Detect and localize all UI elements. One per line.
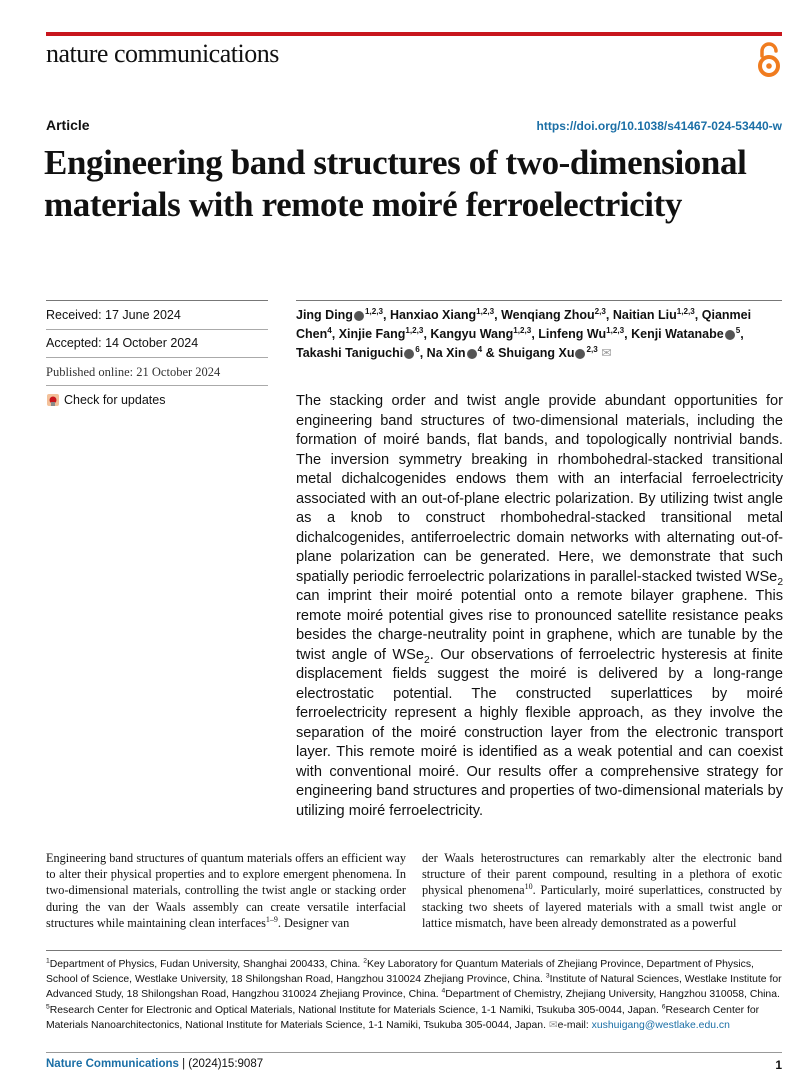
author-affiliation: 5 <box>735 325 741 335</box>
orcid-icon[interactable] <box>404 349 414 359</box>
author-name[interactable]: Jing Ding <box>296 308 353 322</box>
author-affiliation: 4 <box>477 344 483 354</box>
orcid-icon[interactable] <box>354 311 364 321</box>
accepted-date: Accepted: 14 October 2024 <box>46 336 199 350</box>
author-affiliation: 1,2,3 <box>405 325 424 335</box>
author-separator: , <box>740 327 744 341</box>
orcid-icon[interactable] <box>725 330 735 340</box>
author-name[interactable]: Hanxiao Xiang <box>389 308 477 322</box>
author-separator: , <box>331 327 339 341</box>
journal-name[interactable]: nature communications <box>46 39 279 68</box>
check-for-updates-button[interactable] <box>46 393 165 407</box>
author-affiliation: 1,2,3 <box>606 325 625 335</box>
email-link[interactable]: xushuigang@westlake.edu.cn <box>591 1019 730 1031</box>
author-name[interactable]: Naitian Liu <box>612 308 677 322</box>
author-name[interactable]: Na Xin <box>426 346 466 360</box>
author-name[interactable]: Linfeng Wu <box>538 327 607 341</box>
footer-citation: Nature Communications | (2024)15:9087 <box>46 1058 264 1070</box>
author-list <box>296 306 782 363</box>
author-name[interactable]: Kenji Watanabe <box>631 327 724 341</box>
page-number: 1 <box>775 1058 782 1072</box>
author-name[interactable]: Shuigang Xu <box>498 346 575 360</box>
author-affiliation: 4 <box>327 325 332 335</box>
author-name[interactable]: Takashi Taniguchi <box>296 346 404 360</box>
divider <box>46 329 268 330</box>
divider <box>46 950 782 951</box>
affiliations: $^1$Department of Physics, Fudan University, Shanghai 200433, China. $^2$Key Laboratory for Quantum Materials of Zhejiang Province, Department of Physics, School of Science, Westlake University, 18 Shilongshan Road, Hangzhou 310024 Zhejiang Province, China. $^3$Institute of Natural Sciences, Westlake Institute for Advanced Study, 18 Shilongshan Road, Hangzhou 310024 Zhejiang Province, China. $^4$Department of Chemistry, Zhejiang University, Hangzhou 310058, China. $^5$Research Center for Electronic and Optical Materials, National Institute for Materials Science, 1-1 Namiki, Tsukuba 305-0044, Japan. $^6$Research Center for Materials Nanoarchitectonics, National Institute for Materials Science, 1-1 Namiki, Tsukuba 305-0044, Japan. ✉e-mail: xushuigang@westlake.edu.cn <box>46 957 782 1031</box>
email-icon: ✉ <box>548 1019 558 1031</box>
published-date: Published online: 21 October 2024 <box>46 365 221 379</box>
author-separator: , <box>624 327 632 341</box>
paper-title: Engineering band structures of two-dimensional materials with remote moiré ferroelectricity <box>44 143 747 224</box>
check-updates-icon <box>46 393 60 407</box>
author-affiliation: 2,3 <box>594 306 606 316</box>
abstract: The stacking order and twist angle provide abundant opportunities for engineering band structures of two-dimensional materials, including the formation of moiré bands, flat bands, and topologically nontrivial bands. The inversion symmetry breaking in rhombohedral-stacked transitional metal dichalcogenides endows them with an interfacial ferroelectricity associated with an out-of-plane electric polarization. By utilizing twist angle as a knob to construct rhombohedral-stacked transitional metal dichalcogenides, antiferroelectric domain networks with alternating out-of-plane polarization can be generated. Here, we demonstrate that such spatially periodic ferroelectric polarizations in parallel-stacked twisted WSe$_2$ can imprint their moiré potential onto a remote bilayer graphene. This remote moiré potential gives rise to pronounced satellite resistance peaks besides the charge-neutrality point in graphene, which are tunable by the twist angle of WSe$_2$. Our observations of ferroelectric hysteresis at finite displacement fields suggest the moiré is delivered by a long-range electrostatic potential. The constructed superlattices by moiré ferroelectricity represent a highly flexible approach, as they involve the separation of the moiré construction layer from the electronic transport layer. This remote moiré is identified as a weak potential and can coexist with conventional moiré. Our results offer a comprehensive strategy for engineering band structures and properties of two-dimensional materials by utilizing moiré ferroelectricity. <box>296 393 783 819</box>
body-column-right: der Waals heterostructures can remarkably alter the electronic band structure of their parent compound, resulting in a plethora of exotic physical phenomena$^{10}$. Particularly, moiré superlattices, constructed by stacking two sheets of layered materials with a small twist angle or lattice mismatch, have been already demonstrated as a powerful <box>422 851 782 930</box>
divider <box>46 1052 782 1053</box>
author-affiliation: 1,2,3 <box>676 306 695 316</box>
author-affiliation: 6 <box>415 344 420 354</box>
author-separator: , <box>423 327 431 341</box>
author-affiliation: 1,2,3 <box>364 306 383 316</box>
author-separator: , <box>494 308 502 322</box>
author-affiliation: 1,2,3 <box>476 306 495 316</box>
received-date: Received: 17 June 2024 <box>46 308 181 322</box>
divider <box>46 300 268 301</box>
author-name[interactable]: Wenqiang Zhou <box>501 308 595 322</box>
author-separator: , <box>383 308 390 322</box>
divider <box>46 385 268 386</box>
author-separator: , <box>605 308 613 322</box>
author-affiliation: 2,3 <box>586 344 598 354</box>
divider <box>46 357 268 358</box>
author-separator: , <box>531 327 539 341</box>
author-separator: & <box>482 346 499 360</box>
header-rule <box>46 32 782 36</box>
author-name[interactable]: Kangyu Wang <box>430 327 514 341</box>
author-affiliation: 1,2,3 <box>513 325 532 335</box>
orcid-icon[interactable] <box>575 349 585 359</box>
open-access-icon[interactable] <box>754 41 784 79</box>
author-separator: , <box>419 346 427 360</box>
doi-link[interactable]: https://doi.org/10.1038/s41467-024-53440-w <box>536 119 782 133</box>
author-name[interactable]: Qianmei Chen <box>296 308 752 341</box>
author-separator: , <box>694 308 702 322</box>
article-type: Article <box>46 117 90 133</box>
divider <box>296 300 782 301</box>
body-column-left: Engineering band structures of quantum materials offers an efficient way to alter their physical properties and to explore emergent phenomena. In two-dimensional materials, controlling the twist angle or stacking order during the van der Waals assembly can create versatile interfacial structures while maintaining clean interfaces$^{1-9}$. Designer van <box>46 851 406 930</box>
orcid-icon[interactable] <box>467 349 477 359</box>
mail-icon[interactable]: ✉ <box>597 346 612 360</box>
check-updates-label: Check for updates <box>64 393 166 407</box>
author-name[interactable]: Xinjie Fang <box>338 327 406 341</box>
